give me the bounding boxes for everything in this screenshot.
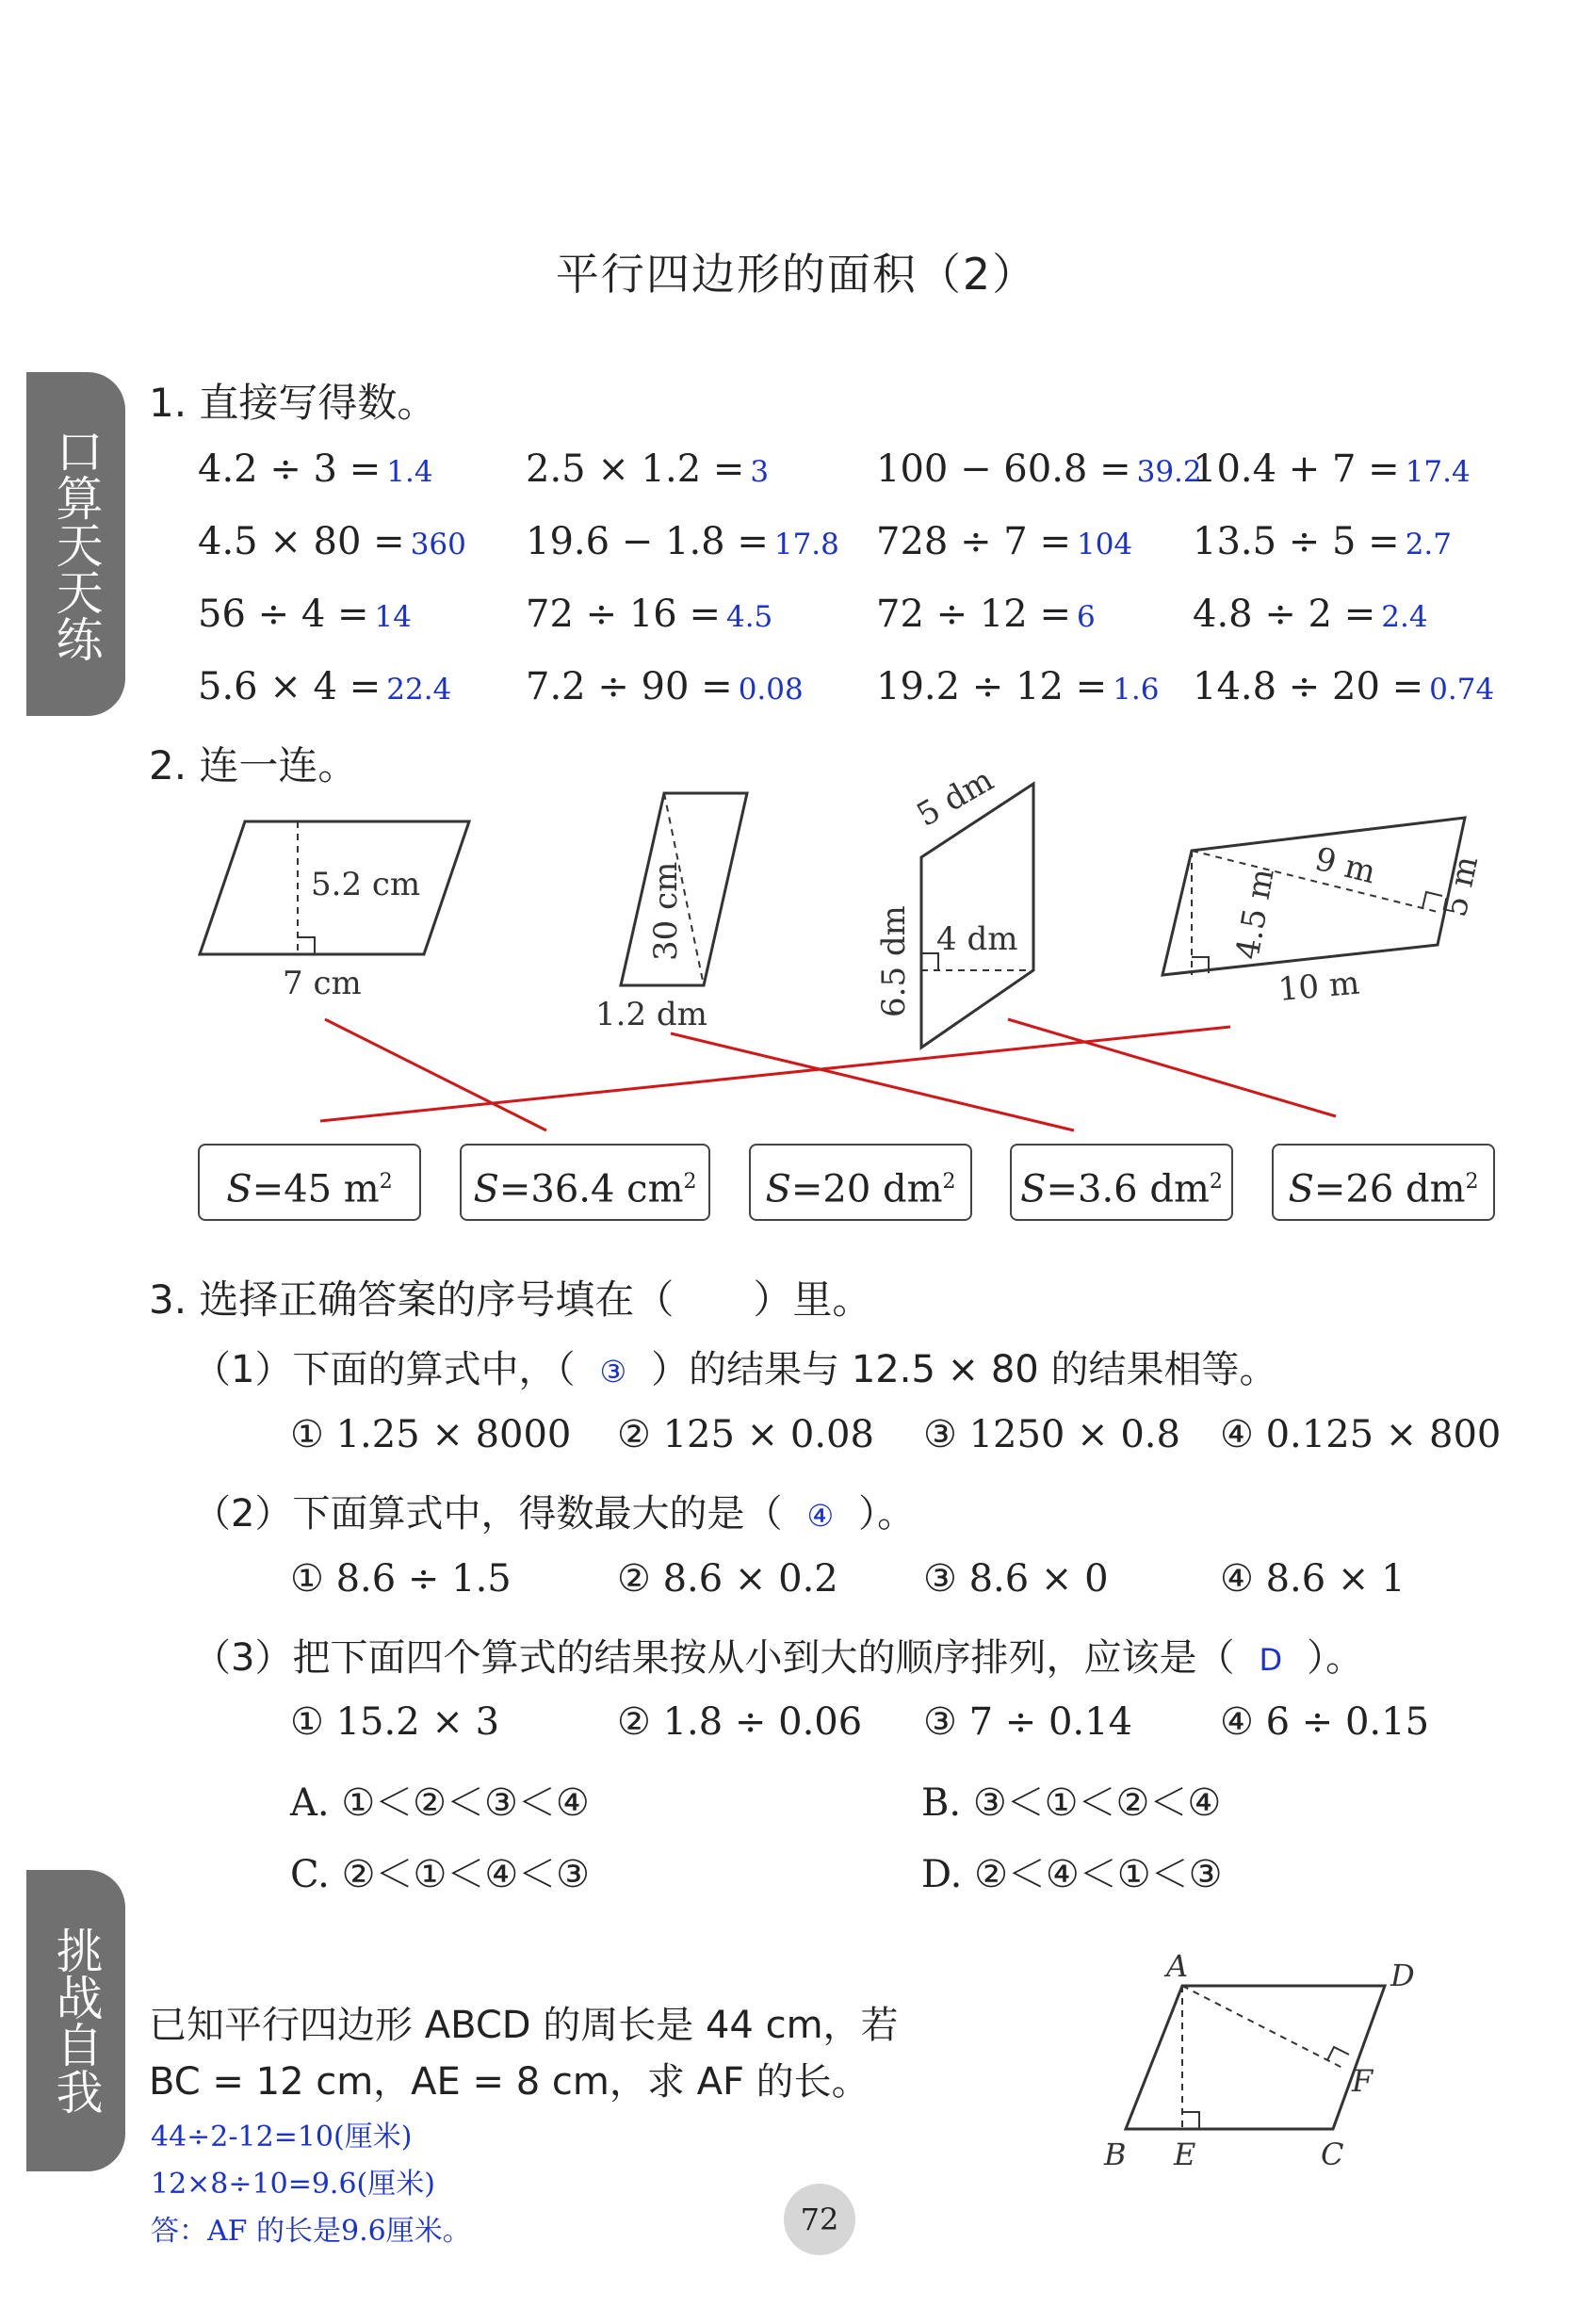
point-B-label: B xyxy=(1104,2137,1127,2172)
q1-expression: 72 ÷ 12 = xyxy=(876,593,1071,636)
work-line-3: 答：AF 的长是9.6厘米。 xyxy=(151,2215,471,2248)
choice-item: A. ①＜②＜③＜④ xyxy=(290,1781,590,1825)
area-value: =36.4 cm xyxy=(498,1167,684,1211)
option-item: ② 8.6 × 0.2 xyxy=(617,1557,838,1601)
s4-base-label: 10 m xyxy=(1276,964,1361,1009)
s3-side-label: 5 dm xyxy=(910,760,1000,835)
q1-answer: 0.74 xyxy=(1429,673,1495,707)
point-D-label: D xyxy=(1390,1958,1415,1993)
q3-heading: 3. 选择正确答案的序号填在（ ）里。 xyxy=(149,1276,872,1323)
q1-expression: 100 − 60.8 = xyxy=(876,447,1131,491)
area-unit-exponent: 2 xyxy=(1465,1170,1479,1194)
q3-part2-line xyxy=(193,1484,915,1537)
q3-part1-text-end: ）的结果与 12.5 × 80 的结果相等。 xyxy=(651,1348,1277,1391)
area-unit-exponent: 2 xyxy=(683,1170,697,1194)
q1-expression: 7.2 ÷ 90 = xyxy=(526,665,733,708)
q3-part1-text: （1）下面的算式中，（ xyxy=(193,1348,576,1391)
q1-answer: 17.4 xyxy=(1405,455,1471,489)
q1-heading: 1. 直接写得数。 xyxy=(149,380,437,426)
tab-daily-mental-math: 口算天天练 xyxy=(26,372,125,716)
area-unit-exponent: 2 xyxy=(942,1170,956,1194)
area-box xyxy=(460,1144,710,1221)
parallelogram-4 xyxy=(1162,818,1465,975)
q1-expression: 10.4 + 7 = xyxy=(1193,447,1400,491)
option-item: ③ 7 ÷ 0.14 xyxy=(923,1700,1133,1744)
q1-expression: 13.5 ÷ 5 = xyxy=(1193,520,1400,563)
point-E-label: E xyxy=(1174,2137,1196,2172)
q1-expression: 2.5 × 1.2 = xyxy=(526,447,745,491)
s1-height-label: 5.2 cm xyxy=(311,866,421,903)
q3-part3-answer: D xyxy=(1259,1642,1283,1678)
q1-expression: 4.2 ÷ 3 = xyxy=(198,447,382,491)
work-line-1: 44÷2-12=10(厘米) xyxy=(151,2121,413,2153)
area-box xyxy=(1272,1144,1495,1221)
choice-item: B. ③＜①＜②＜④ xyxy=(921,1781,1222,1825)
s2-base-label: 1.2 dm xyxy=(595,996,707,1033)
choice-item: D. ②＜④＜①＜③ xyxy=(921,1853,1223,1896)
area-var: S xyxy=(1288,1167,1314,1211)
q1-expression: 4.8 ÷ 2 = xyxy=(1193,593,1376,636)
q1-answer: 1.6 xyxy=(1113,673,1160,707)
q1-expression: 14.8 ÷ 20 = xyxy=(1193,665,1424,708)
area-var: S xyxy=(226,1167,252,1211)
q1-answer: 3 xyxy=(750,455,770,489)
q1-answer: 2.7 xyxy=(1405,528,1452,561)
option-item: ① 1.25 × 8000 xyxy=(290,1413,572,1456)
page-number: 72 xyxy=(784,2184,855,2255)
option-item: ① 15.2 × 3 xyxy=(290,1700,500,1744)
choice-item: C. ②＜①＜④＜③ xyxy=(290,1853,591,1896)
q1-expression: 56 ÷ 4 = xyxy=(198,593,369,636)
area-var: S xyxy=(1020,1167,1047,1211)
point-F-label: F xyxy=(1352,2063,1374,2099)
q1-expression: 5.6 × 4 = xyxy=(198,665,382,708)
area-box xyxy=(749,1144,972,1221)
q3-part1-line xyxy=(193,1340,1276,1393)
q1-answer: 39.2 xyxy=(1136,455,1202,489)
q1-answer: 22.4 xyxy=(386,673,452,707)
option-item: ② 1.8 ÷ 0.06 xyxy=(617,1700,863,1744)
q1-answer: 360 xyxy=(410,528,466,561)
option-item: ④ 0.125 × 800 xyxy=(1220,1413,1502,1456)
area-value: =45 m xyxy=(252,1167,380,1211)
s4-top-label: 9 m xyxy=(1310,839,1380,892)
q1-expression: 4.5 × 80 = xyxy=(198,520,405,563)
q1-answer: 1.4 xyxy=(386,455,433,489)
q3-part3-text-end: ）。 xyxy=(1307,1636,1364,1680)
q1-expression: 728 ÷ 7 = xyxy=(876,520,1071,563)
s3-base-label: 6.5 dm xyxy=(875,905,913,1017)
s4-height-label: 4.5 m xyxy=(1228,865,1282,963)
q3-part3-text: （3）把下面四个算式的结果按从小到大的顺序排列，应该是（ xyxy=(193,1636,1235,1680)
q1-answer: 17.8 xyxy=(773,528,839,561)
area-var: S xyxy=(473,1167,499,1211)
area-value: =3.6 dm xyxy=(1046,1167,1210,1211)
connect-line-1 xyxy=(325,1019,546,1130)
option-item: ③ 1250 × 0.8 xyxy=(923,1413,1180,1456)
work-line-2: 12×8÷10=9.6(厘米) xyxy=(151,2168,435,2201)
challenge-line-2: BC = 12 cm，AE = 8 cm，求 AF 的长。 xyxy=(149,2060,870,2104)
q3-part2-answer: ④ xyxy=(806,1498,835,1534)
q1-expression: 19.2 ÷ 12 = xyxy=(876,665,1108,708)
q1-answer: 6 xyxy=(1076,600,1096,634)
point-C-label: C xyxy=(1321,2137,1344,2172)
tab-challenge: 挑战自我 xyxy=(26,1870,125,2171)
point-A-label: A xyxy=(1166,1948,1189,1984)
area-value: =26 dm xyxy=(1313,1167,1466,1211)
q3-part3-line xyxy=(193,1628,1363,1682)
q1-expression: 72 ÷ 16 = xyxy=(526,593,721,636)
challenge-figure xyxy=(1083,1941,1460,2176)
q1-answer: 104 xyxy=(1076,528,1133,561)
option-item: ④ 8.6 × 1 xyxy=(1220,1557,1406,1601)
connect-line-4 xyxy=(320,1027,1230,1121)
option-item: ① 8.6 ÷ 1.5 xyxy=(290,1557,512,1601)
q1-answer: 2.4 xyxy=(1381,600,1428,634)
challenge-line-1: 已知平行四边形 ABCD 的周长是 44 cm，若 xyxy=(149,2004,899,2047)
q3-part2-text-end: ）。 xyxy=(858,1492,916,1536)
q2-heading: 2. 连一连。 xyxy=(149,742,358,788)
option-item: ③ 8.6 × 0 xyxy=(923,1557,1109,1601)
q3-part2-text: （2）下面算式中，得数最大的是（ xyxy=(193,1492,783,1536)
option-item: ② 125 × 0.08 xyxy=(617,1413,874,1456)
area-box xyxy=(198,1144,421,1221)
q1-answer: 14 xyxy=(374,600,412,634)
option-item: ④ 6 ÷ 0.15 xyxy=(1220,1700,1430,1744)
s4-right-label: 5 m xyxy=(1436,853,1487,920)
s1-base-label: 7 cm xyxy=(283,965,362,1002)
q1-answer: 0.08 xyxy=(738,673,804,707)
page-title: 平行四边形的面积（2） xyxy=(555,249,1038,300)
q1-expression: 19.6 − 1.8 = xyxy=(526,520,769,563)
area-unit-exponent: 2 xyxy=(379,1170,393,1194)
s2-height-label: 30 cm xyxy=(647,861,685,961)
s3-height-label: 4 dm xyxy=(936,920,1018,958)
area-box xyxy=(1010,1144,1233,1221)
q1-answer: 4.5 xyxy=(725,600,773,634)
area-var: S xyxy=(765,1167,791,1211)
area-unit-exponent: 2 xyxy=(1209,1170,1223,1194)
area-value: =20 dm xyxy=(790,1167,943,1211)
q3-part1-answer: ③ xyxy=(599,1354,627,1390)
